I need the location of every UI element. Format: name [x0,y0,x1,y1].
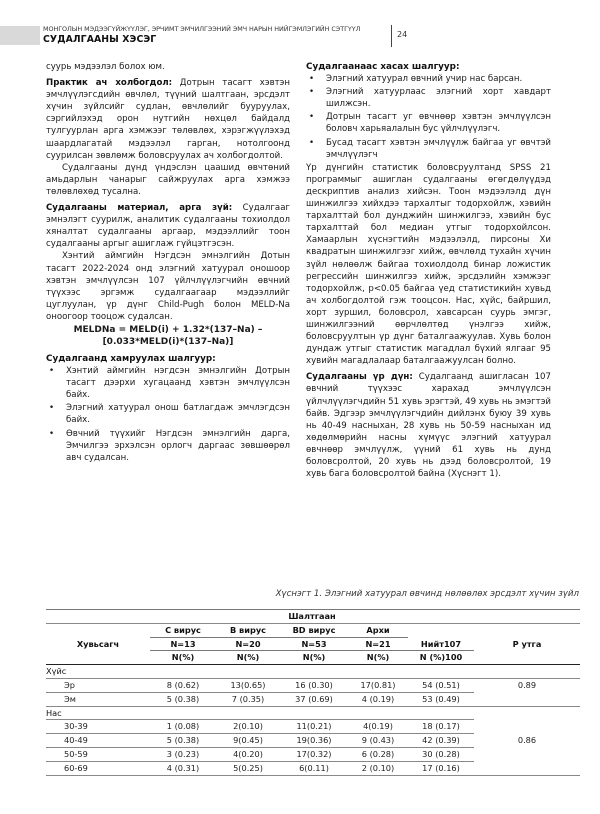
methods-heading: Судалгааны материал, арга зүй: [46,203,233,214]
section-label-sex: Хүйс [46,665,474,679]
list-item: • Бусад тасагт хэвтэн эмчлүүлж байгаа уг өвчтэй эмчлүүлэгч [309,137,551,160]
col-header-alcohol: Архи [348,623,408,637]
bullet-icon: • [309,137,315,148]
bullet-icon: • [49,428,55,439]
practical-text: Дотрын тасагт хэвтэн эмчлүүлэгсдийн өвчлөл, түүний шалтгаан, эрсдэлт хүчин зүйлсийг судлан, өвчлөлийг бууруулах, сэргийлэхэд орон нутгийн нөхцөл байдалд тулгуурлан арга хэмжээг төлөвлөх, хэрэгжүүлэхэд шаардлагатай мэдээлэл гарган, нотолгоонд суурилсан зөвлөмж боловсруулах ач холбогдолтой. [46,78,290,161]
meld-na-formula [46,324,290,349]
col-header-c-virus: С вирус [150,623,216,637]
exclusion-heading: Судалгаанаас хасах шалгуур: [306,62,460,72]
p-value-header: P утга [474,623,580,664]
page-number: 24 [397,30,408,39]
p-value-sex: 0.89 [517,680,537,691]
results-heading: Судалгааны үр дүн: [306,372,413,383]
methods-paragraph-2: Хэнтий аймгийн Нэгдсэн эмнэлгийн Дотын тасагт 2022-2024 онд элэгний хатуурал оношоор хэвтэн эмчлүүлсэн 107 үйлчлүүлэгчийн өвчний түүхээс эргэмж судалгаагаар мэдээллийг цуглуулан, үр дүнг Child-Pugh болон MELD-Na оноогоор тооцож судалсан. [46,251,290,322]
table-row: Эм 5 (0.38) 7 (0.35) 37 (0.69) 4 (0.19) 53 (0.49) [46,692,580,706]
col-unit: N(%) [348,651,408,665]
practical-paragraph [46,77,290,162]
journal-title: МОНГОЛЫН МЭДЭЭГҮЙЖҮҮЛЭГ, ЭРЧИМТ ЭМЧИЛГЭЭНИЙ ЭМЧ НАРЫН НИЙГЭМЛЭГИЙН СЭТГҮҮЛ [43,25,361,33]
section-label-age: Нас [46,706,474,720]
col-unit: N(%) [216,651,280,665]
col-header-b-virus: В вирус [216,623,280,637]
header-accent-bar [0,26,40,45]
table-row: 50-59 3 (0.23) 4(0.20) 17(0.32) 6 (0.28) 30 (0.28) [46,747,580,761]
table-row: 40-49 5 (0.38) 9(0.45) 19(0.36) 9 (0.43) 42 (0.39) 0.86 [46,734,580,748]
practical-paragraph-2: Судалгааны дүнд үндэслэн цаашид өвчтөний амьдарлын чанарыг сайжруулах арга хэмжээ төлөвлөхөд тусална. [46,162,290,197]
results-paragraph [306,371,551,480]
results-text: Судалгаанд ашигласан 107 өвчний түүхээс харахад эмчлүүлсэн үйлчлүүлэгчдийн 51 хувь эрэгтэй, 49 хувь нь эмэгтэй байв. Эдгээр эмчлүүлэгчдийн дийлэнх буюу 39 хувь нь 40-49 насныхан, 28 хувь нь 50-59 насныхан ид хөдөлмөрийн насны хүмүүс элэгний хатуурал өвчнөөр эмчлүүлж, үүний 61 хувь нь дунд боловсролтой, 20 хувь нь дээд боловсролтой, 19 хувь бага боловсролтой байна (Хүснэгт 1). [306,372,551,480]
bullet-icon: • [309,112,315,123]
col-n-alcohol: N=21 [348,637,408,651]
table-row: Эр 8 (0.62) 13(0.65) 16 (0.30) 17(0.81) 54 (0.51) 0.89 [46,678,580,692]
right-column [306,61,551,480]
formula-line-1: MELDNa = MELD(i) + 1.32*(137–Na) – [73,324,263,335]
list-item: • Өвчний түүхийг Нэгдсэн эмнэлгийн дарга, Эмчилгээ эрхэлсэн орлогч даргаас зөвшөөрөл авч судалсан. [49,428,290,463]
practical-heading: Практик ач холбогдол: [46,78,173,89]
variable-header: Хувьсагч [46,623,150,664]
total-unit: N (%)100 [408,651,474,665]
col-n-b-virus: N=20 [216,637,280,651]
total-header: Нийт107 [408,623,474,651]
col-unit: N(%) [280,651,348,665]
section-title: СУДАЛГААНЫ ХЭСЭГ [43,34,157,45]
header-divider [391,25,392,47]
intro-tail: суурь мэдээлэл болох юм. [46,62,165,72]
col-n-c-virus: N=13 [150,637,216,651]
table-row: 60-69 4 (0.31) 5(0.25) 6(0.11) 2 (0.10) 17 (0.16) [46,761,580,775]
formula-line-2: [0.033*MELD(i)*(137–Na)] [102,337,234,348]
list-item: • Элэгний хатуурал онош батлагдаж эмчлэгдсэн байх. [49,403,290,426]
inclusion-list [46,365,290,464]
list-item: • Хэнтий аймгийн нэгдсэн эмнэлгийн Дотрын тасагт дээрхи хугацаанд хэвтэн эмчлүүлсэн байх. [49,366,290,401]
col-n-bd-virus: N=53 [280,637,348,651]
table-caption: Хүснэгт 1. Элэгний хатуурал өвчинд нөлөөлөх эрсдэлт хүчин зүйл [275,589,579,599]
bullet-icon: • [49,403,55,414]
risk-factor-table [46,609,580,776]
col-header-bd-virus: BD вирус [280,623,348,637]
statistics-paragraph: Үр дүнгийн статистик боловсруултанд SPSS 21 программыг ашиглан судалгааны өгөгдөлүүдэд дескриптив анализ хийсэн. Тоон мэдээлэлд дүн шинжилгээ хийхдээ тархалтыг тодорхойлж, хэвийн тархалттай бол дунджийн шинжилгээ, хэвийн бус тархалттай бол медиан утгыг тодорхойлсон. Хамаарлын хүснэгтийн мэдээлэлд, пирсоны Хи квадратын шинжилгээг хийж, өвчлөлд тухайн хүчин зүйл нөлөөлж байгаа тохиолдолд бинар ложистик регрессийн шинжилгээ хийж, эрсдэлийн хэмжээг тодорхойлж, p<0.05 байгаа үед статистикийн хувьд ач холбогдолтой гэж тооцсон. Нас, хүйс, байршил, хорт зуршил, боловсрол, хавсарсан суурь эмгэг, шинжилгээний өөрчлөлтөд үнэлгээ хийж, боловсруултын үр дүнг баталгаажуулав. Хувь болон дундаж утгыг статистик магадлал бүхий ялгааг 95 хувийн магадлалаар баталгаажуулсан болно. [306,162,551,367]
list-item: • Элэгний хатуурлаас элэгний хорт хавдарт шилжсэн. [309,87,551,110]
bullet-icon: • [309,74,315,85]
left-column [46,61,290,465]
inclusion-heading: Судалгаанд хамруулах шалгуур: [46,353,216,364]
methods-text: Судалгааг эмнэлэгт суурилж, аналитик судалгааны тохиолдол хяналтат судалгааны аргаар, мэдээллийг тоон судалгааны аргыг ашиглаж гүйцэтгэсэн. [46,203,290,250]
bullet-icon: • [309,87,315,98]
methods-paragraph [46,202,290,250]
exclusion-list [306,73,551,161]
list-item: • Дотрын тасагт уг өвчнөөр хэвтэн эмчлүүлсэн боловч харьяалалын бус үйлчлүүлэгч. [309,112,551,135]
table-row: 30-39 1 (0.08) 2(0.10) 11(0.21) 4(0.19) 18 (0.17) [46,720,580,734]
bullet-icon: • [49,366,55,377]
p-value-age: 0.86 [517,735,537,746]
col-unit: N(%) [150,651,216,665]
list-item: • Элэгний хатуурал өвчний учир нас барсан. [309,74,523,85]
group-header: Шалтгаан [150,610,474,624]
